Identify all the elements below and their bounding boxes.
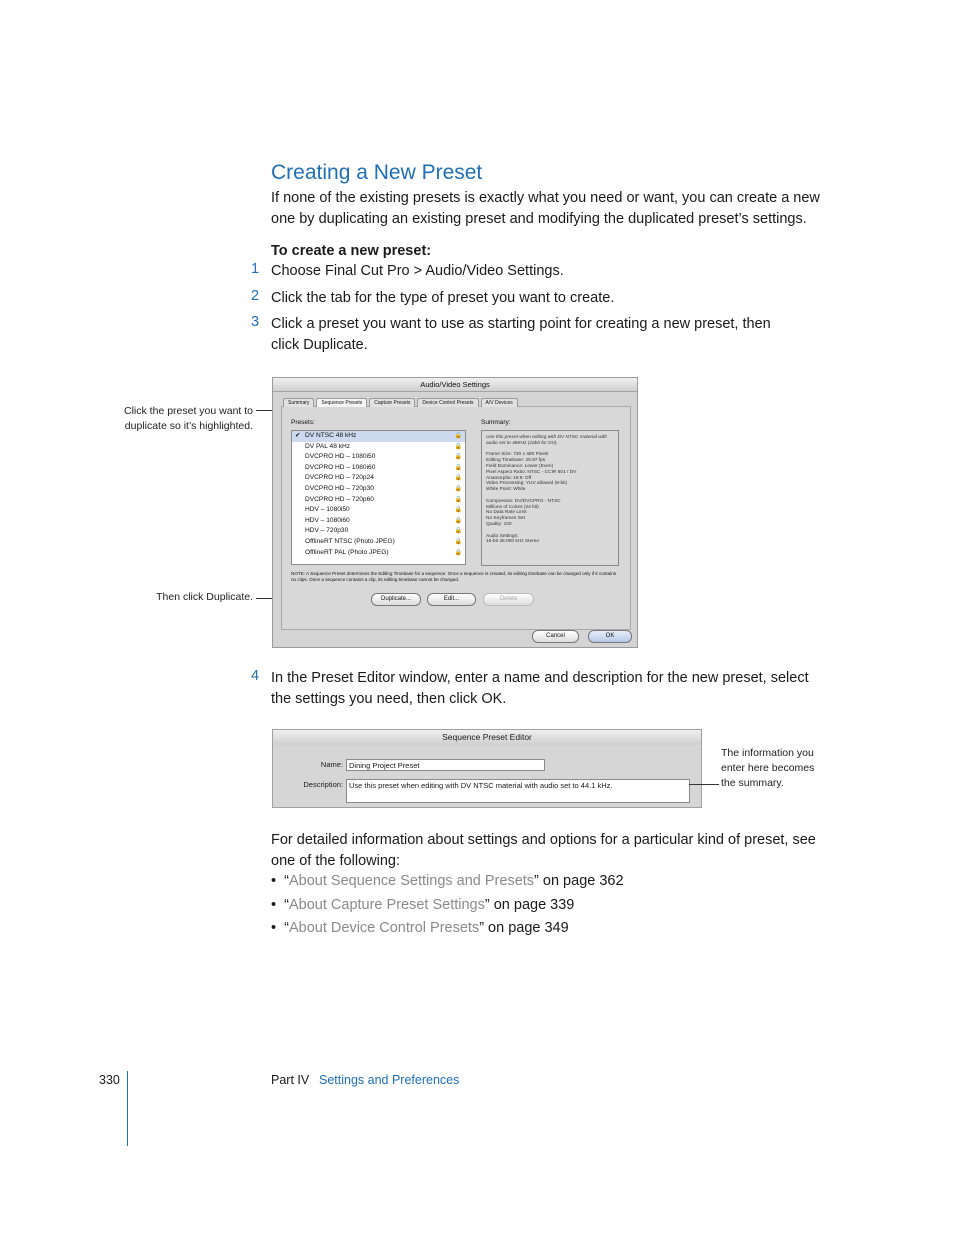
lock-icon: 🔒 — [454, 443, 462, 450]
lock-icon: 🔒 — [454, 433, 462, 439]
name-label: Name: — [320, 760, 343, 769]
bullet-glyph: • — [271, 920, 277, 936]
step-text: Click the tab for the type of preset you want to create. — [271, 290, 615, 306]
link-item — [271, 897, 574, 913]
link-sequence-settings[interactable]: About Sequence Settings and Presets — [288, 873, 535, 889]
cancel-button[interactable]: Cancel — [532, 630, 579, 643]
preset-row[interactable] — [292, 431, 465, 442]
preset-name: DVCPRO HD – 720p30 — [305, 484, 374, 492]
tab-device-control-presets[interactable]: Device Control Presets — [417, 398, 478, 407]
quote-open: “ — [284, 897, 289, 913]
tab-capture-presets[interactable]: Capture Presets — [369, 398, 415, 407]
link-capture-preset-settings[interactable]: About Capture Preset Settings — [288, 897, 485, 913]
lock-icon: 🔒 — [454, 528, 462, 535]
footer-rule — [127, 1071, 128, 1146]
preset-row[interactable] — [292, 537, 465, 548]
lock-icon: 🔒 — [454, 517, 462, 524]
page-number: 330 — [99, 1073, 120, 1087]
preset-list[interactable] — [291, 430, 466, 565]
section-heading: Creating a New Preset — [271, 161, 483, 184]
step-number: 1 — [251, 261, 260, 277]
preset-row[interactable] — [292, 516, 465, 527]
audio-video-settings-window — [272, 377, 638, 648]
link-item — [271, 920, 569, 936]
window-title: Sequence Preset Editor — [273, 730, 701, 745]
callout-highlight: Click the preset you want to duplicate so it’s highlighted. — [124, 405, 253, 432]
preset-name: DVCPRO HD – 720p24 — [305, 474, 374, 482]
tab-bar — [283, 398, 518, 407]
preset-row[interactable] — [292, 463, 465, 474]
step-text: Choose Final Cut Pro > Audio/Video Settings. — [271, 263, 564, 279]
step-text: In the Preset Editor window, enter a name and description for the new preset, select the settings you need, then click OK. — [271, 670, 809, 707]
lock-icon: 🔒 — [454, 464, 462, 471]
summary-line: Anamorphic 16:9: Off — [486, 475, 532, 481]
summary-box — [481, 430, 619, 566]
callout-leader-line — [689, 784, 719, 785]
preset-name: DV NTSC 48 kHz — [305, 432, 357, 439]
preset-row[interactable] — [292, 548, 465, 559]
sequence-preset-editor-window — [272, 729, 702, 808]
tab-sequence-presets[interactable]: Sequence Presets — [316, 398, 367, 407]
presets-label: Presets: — [291, 419, 315, 426]
delete-button[interactable]: Delete — [483, 593, 534, 606]
summary-line: Video Processing: YUV allowed (8-bit) — [486, 481, 568, 487]
preset-name: OfflineRT PAL (Photo JPEG) — [305, 548, 389, 556]
preset-name: DVCPRO HD – 1080i50 — [305, 453, 376, 461]
edit-button[interactable]: Edit... — [427, 593, 476, 606]
callout-duplicate: Then click Duplicate. — [156, 591, 253, 603]
quote-open: “ — [284, 873, 289, 889]
preset-row[interactable] — [292, 484, 465, 495]
tab-av-devices[interactable]: A/V Devices — [481, 398, 518, 407]
lock-icon: 🔒 — [454, 507, 462, 514]
window-title: Audio/Video Settings — [273, 378, 637, 392]
link-page-ref: ” on page 362 — [534, 873, 624, 889]
summary-line: Field Dominance: Lower (Even) — [486, 463, 554, 469]
footer-part: Part IV — [271, 1073, 310, 1087]
preset-row[interactable] — [292, 495, 465, 506]
step-text: Click a preset you want to use as starting point for creating a new preset, then click Duplicate. — [271, 316, 771, 353]
footer-section[interactable]: Settings and Preferences — [319, 1073, 460, 1087]
step-number: 3 — [251, 314, 260, 330]
summary-line: No Keyframes Set — [486, 516, 525, 522]
checkmark-icon: ✔ — [295, 432, 301, 439]
summary-line: Audio Settings: — [486, 533, 519, 539]
lock-icon: 🔒 — [454, 549, 462, 556]
bullet-glyph: • — [271, 873, 277, 889]
preset-row[interactable] — [292, 452, 465, 463]
preset-name: HDV – 1080i60 — [305, 516, 350, 524]
preset-name: DV PAL 48 kHz — [305, 442, 351, 450]
link-page-ref: ” on page 349 — [479, 920, 569, 936]
preset-name: DVCPRO HD – 1080i60 — [305, 463, 376, 471]
preset-name: HDV – 1080i50 — [305, 506, 350, 514]
preset-row[interactable] — [292, 473, 465, 484]
lock-icon: 🔒 — [454, 496, 462, 503]
summary-line: Quality: 100 — [486, 521, 512, 527]
step-number: 2 — [251, 288, 260, 304]
description-label: Description: — [303, 780, 343, 789]
summary-line: 16-bit 48.000 kHz Stereo — [486, 539, 540, 545]
preset-row[interactable] — [292, 442, 465, 453]
preset-name: OfflineRT NTSC (Photo JPEG) — [305, 537, 395, 545]
preset-row[interactable] — [292, 526, 465, 537]
summary-line: Frame Size: 720 x 480 Pixels — [486, 452, 549, 458]
bullet-glyph: • — [271, 897, 277, 913]
link-page-ref: ” on page 339 — [484, 897, 575, 913]
summary-line: Compressor: DV/DVCPRO - NTSC — [486, 498, 561, 504]
summary-line: No Data Rate Limit — [486, 510, 527, 516]
summary-line: White Point: White — [486, 487, 526, 493]
preset-row[interactable] — [292, 505, 465, 516]
procedure-title: To create a new preset: — [271, 243, 432, 259]
name-field[interactable]: Dining Project Preset — [346, 759, 545, 771]
quote-open: “ — [284, 920, 289, 936]
summary-line: Editing Timebase: 29.97 fps — [486, 458, 546, 464]
tab-summary[interactable]: Summary — [283, 398, 314, 407]
callout-summary: The information you enter here becomes the summary. — [721, 747, 815, 789]
preset-name: HDV – 720p30 — [305, 527, 349, 535]
description-field[interactable]: Use this preset when editing with DV NTSC material with audio set to 44.1 kHz. — [346, 779, 690, 803]
ok-button[interactable]: OK — [588, 630, 632, 643]
lock-icon: 🔒 — [454, 485, 462, 492]
sequence-note: NOTE: A Sequence Preset determines the Editing Timebase for a sequence. Once a sequence is created, its editing timebase can be changed only if it contains no clips. Once a sequence contains a clip, its editing timebase cannot be changed. — [291, 571, 617, 582]
summary-line: Pixel Aspect Ratio: NTSC - CCIR 601 / DV — [486, 469, 577, 475]
step-number: 4 — [251, 668, 260, 684]
summary-label: Summary: — [481, 419, 511, 426]
lock-icon: 🔒 — [454, 454, 462, 461]
lock-icon: 🔒 — [454, 475, 462, 482]
intro-paragraph: If none of the existing presets is exactly what you need or want, you can create a new one by duplicating an existing preset and modifying the duplicated preset’s settings. — [271, 190, 820, 227]
link-item — [271, 873, 624, 889]
link-device-control-presets[interactable]: About Device Control Presets — [288, 920, 480, 936]
more-info-paragraph: For detailed information about settings and options for a particular kind of preset, see one of the following: — [271, 832, 816, 869]
duplicate-button[interactable]: Duplicate... — [371, 593, 421, 606]
preset-name: DVCPRO HD – 720p60 — [305, 495, 374, 503]
summary-line: Use this preset when editing with DV NTSC material with audio set to 48KHz (16bit for DV). — [486, 435, 607, 446]
summary-line: Millions of Colors (24 bit) — [486, 504, 539, 510]
lock-icon: 🔒 — [454, 538, 462, 545]
